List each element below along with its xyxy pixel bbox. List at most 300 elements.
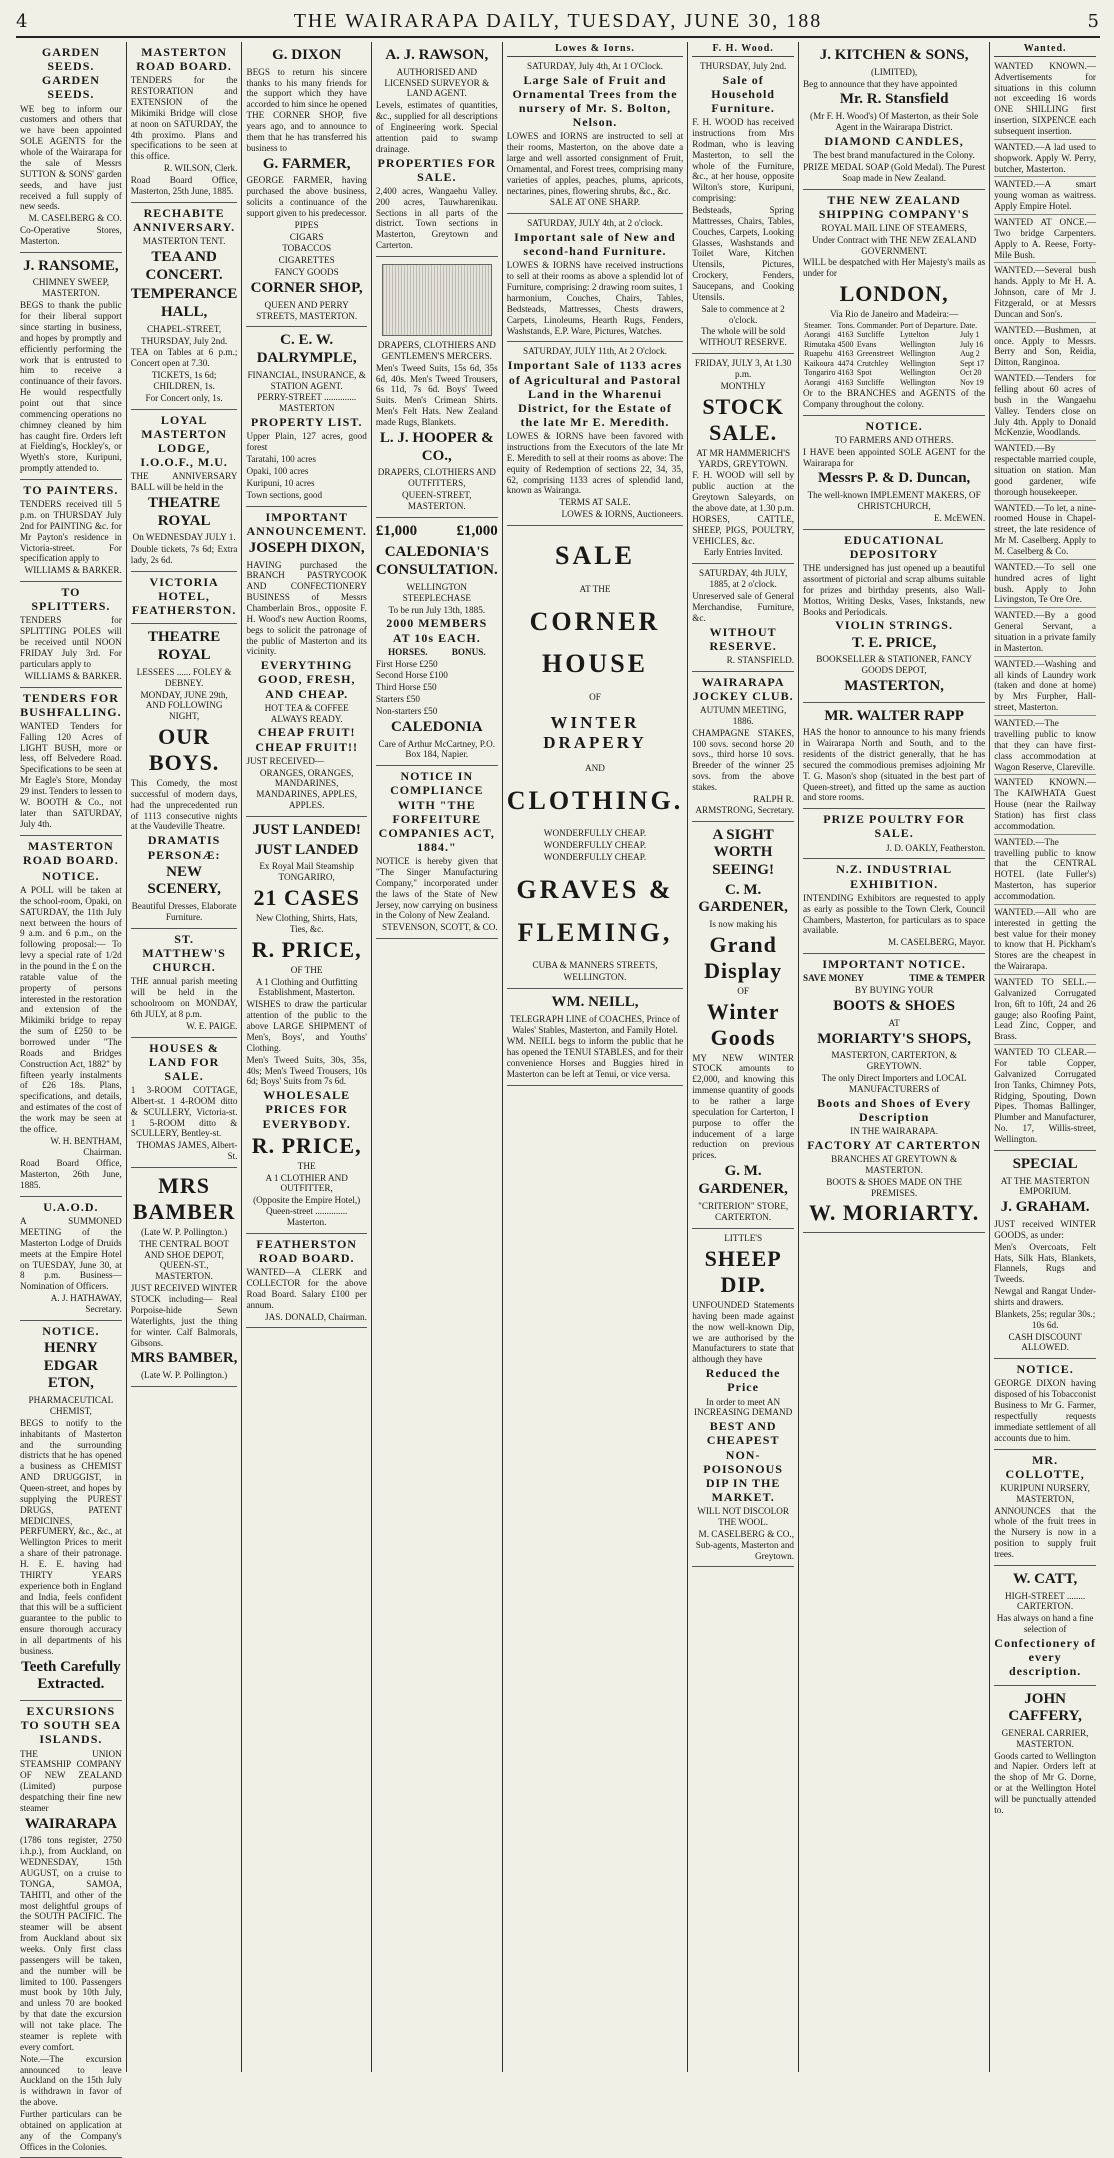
ad-heading: GARDEN SEEDS. GARDEN SEEDS.: [41, 45, 100, 102]
region: IN THE WAIRARAPA.: [850, 1125, 939, 1136]
ad-signature: THOMAS JAMES, Albert-St.: [136, 1140, 238, 1162]
importers: The only Direct Importers and LOCAL MANUFACTURERS of: [821, 1072, 967, 1094]
table-cell: Sutcliffe: [856, 330, 885, 340]
address: CUBA & MANNERS STREETS,: [532, 960, 658, 971]
lessees: LESSEES ...... FOLEY & DEBNEY.: [136, 666, 232, 688]
ad-note: Note.—The excursion announced to leave Auckland on the 15th July is withdrawn in favor of the above.: [20, 2053, 122, 2108]
property-row: Upper Plain, 127 acres, good forest: [246, 431, 367, 453]
ad-subheading: HIGH-STREET ........ CARTERTON.: [1005, 1590, 1086, 1612]
agent-sub: (Mr F. H. Wood's) Of Masterton, as their Sole Agent in the Wairarapa District.: [810, 111, 979, 132]
wanted-item: WANTED.—To sell one hundred acres of light bush. Apply to John Livingston, Te Ore Ore.: [994, 561, 1096, 605]
prize-row: Starters £50: [375, 694, 421, 705]
ad-heading: Important Sale of 1133 acres of Agricultural and Pastoral Land in the Wharenui District, for the Estate of the late Mr E. Meredith.: [507, 358, 683, 429]
wanted-item: WANTED.—All who are interested in getting the best value for their money to know that H. Pickham's Stores are the cheapest in the Wairarapa.: [994, 906, 1096, 972]
sailing-table: [803, 321, 985, 387]
table-cell: July 16: [960, 339, 984, 349]
ad-heading: LOYAL MASTERTON LODGE, I.O.O.F., M.U.: [140, 412, 228, 470]
ad-tagline: Teeth Carefully Extracted.: [21, 1658, 121, 1693]
table-cell: Lyttelton: [900, 330, 929, 340]
table-cell: Sutcliffe: [856, 377, 885, 387]
table-cell: Ruapehu: [804, 349, 833, 359]
ad-subheading: MASTERTON TENT.: [142, 236, 226, 247]
ad-signature: WILLIAMS & BARKER.: [24, 670, 122, 681]
caffery-ad: [994, 1686, 1096, 1821]
company-name: Messrs P. & D. Duncan,: [817, 470, 971, 487]
farmer-body: GEORGE FARMER, having purchased the above business, solicits a continuance of the support given to his predecessor.: [246, 175, 367, 218]
road-board-ad: [20, 836, 122, 1198]
property-list-heading: PROPERTY LIST.: [250, 415, 363, 430]
of-word: OF: [589, 691, 601, 702]
ad-body: Beg to announce that they have appointed: [803, 78, 958, 89]
play-title: OUR BOYS.: [148, 724, 220, 776]
tagline-sub: HOT TEA & COFFEE ALWAYS READY.: [264, 702, 349, 724]
ad-body: TENDERS for SPLITTING POLES will be received until NOON FRIDAY July 3rd. For particulars apply to: [20, 615, 122, 669]
divider: [994, 176, 1096, 177]
advertiser-the: THE: [297, 1160, 316, 1171]
lowes-furniture-ad: [507, 214, 684, 342]
ad-address: PERRY-STREET .............. MASTERTON: [257, 392, 357, 414]
ad-heading: Large Sale of Fruit and Ornamental Trees from the nursery of Mr. S. Bolton, Nelson.: [512, 72, 678, 130]
ransome-ad: [20, 253, 122, 480]
violin: VIOLIN STRINGS.: [835, 618, 953, 633]
wanted-item: WANTED.—The travelling public to know that the CENTRAL HOTEL (late Fuller's) Masterton, has superior accommodation.: [994, 836, 1096, 901]
ad-body: Levels, estimates of quantities, &c., supplied for all descriptions of Engineering work. Special attention paid to swamp drainage.: [375, 100, 498, 154]
sale-date: SATURDAY, 4th JULY, 1885, at 2 o'clock.: [699, 568, 788, 590]
ad-signature: R. STANSFIELD.: [726, 654, 795, 665]
ad-heading: THEATRE ROYAL: [147, 629, 221, 664]
ad-subheading: AUTHORISED AND LICENSED SURVEYOR & LAND AGENT.: [384, 66, 490, 99]
save-row: [803, 973, 985, 984]
prize-pound-2: £1,000: [456, 522, 498, 539]
sale-word: SALE: [555, 541, 635, 570]
ad-body: HAVING purchased the BRANCH PASTRYCOOK AND CONFECTIONERY BUSINESS of Messrs Chamberlain Bros., opposite F. H. Wood's new Auction Rooms, begs to solicit the patronage of the public of Masterton and its vicinity.: [246, 559, 367, 657]
educational-depository-ad: [803, 530, 985, 703]
ad-subheading: TELEGRAPH LINE of COACHES, Prince of Wales' Stables, Masterton, and Family Hotel.: [510, 1013, 680, 1035]
reserve: The whole will be sold WITHOUT RESERVE.: [699, 326, 787, 348]
table-cell: Wellington: [900, 377, 936, 387]
scenery-sub: Beautiful Dresses, Elaborate Furniture.: [131, 901, 237, 922]
venue-street: CHAPEL-STREET,: [147, 323, 222, 334]
bushfalling-ad: [20, 688, 122, 836]
table-cell: Wellington: [900, 349, 936, 359]
towns: MASTERTON, CARTERTON, & GREYTOWN.: [831, 1050, 957, 1072]
ad-heading: FEATHERSTON ROAD BOARD.: [256, 1236, 357, 1265]
received: JUST RECEIVED—: [246, 755, 325, 766]
table-cell: 4163: [837, 377, 854, 387]
table-row: [803, 330, 985, 339]
and-word: AND: [585, 762, 605, 773]
consult-sub: Care of Arthur McCartney, P.O. Box 184, Napier.: [378, 738, 496, 760]
table-cell: 4474: [837, 358, 854, 368]
table-cell: Tongariro: [804, 368, 836, 378]
ad-heading: Sale of Household Furniture.: [711, 72, 775, 115]
ad-footer: Further particulars can be obtained on application at any of the Company's Offices in the Colonies.: [20, 2108, 122, 2152]
table-cell: Sept 17: [960, 358, 985, 368]
tickets: TICKETS, 1s 6d; CHILDREN, 1s.: [151, 370, 217, 391]
ad-body: WANTED—A CLERK and COLLECTOR for the above Road Board. Salary £100 per annum.: [246, 1267, 367, 1310]
advertiser-name: J. GRAHAM.: [1000, 1199, 1090, 1216]
ad-signature: RALPH R. ARMSTRONG, Secretary.: [695, 793, 795, 815]
ad-body: This Comedy, the most successful of modern days, had the unprecedented run of 1113 consecutive nights at the Vaudeville Theatre.: [130, 778, 238, 832]
prize-row: Third Horse £50: [375, 682, 437, 693]
ad-body: UNFOUNDED Statements having been made against the now well-known Dip, we are authorised by the Manufacturers to state that although they have: [692, 1300, 795, 1365]
column-5: [503, 42, 689, 2072]
table-cell: 4163: [837, 368, 854, 378]
reduced: Reduced the Price: [705, 1366, 781, 1395]
grand-display: Grand Display: [704, 931, 783, 983]
corner-word: CORNER: [529, 606, 661, 636]
ad-signature: J. D. OAKLY, Featherston.: [886, 842, 986, 853]
dixon-notice-ad: [994, 1359, 1096, 1449]
ad-body: BEGS to return his sincere thanks to his many friends for the support which they have accorded to him since he opened THE CORNER SHOP, five years ago, and to announce to them that he has transferred his business to: [246, 66, 367, 153]
ad-footer: Co-Operative Stores, Masterton.: [20, 225, 122, 246]
column-3: [242, 42, 371, 2072]
dixon-ad: [246, 42, 366, 327]
ad-heading: IMPORTANT NOTICE.: [822, 957, 966, 972]
rechabite-ad: [131, 203, 238, 410]
ad-heading: MR. COLLOTTE,: [1005, 1452, 1085, 1481]
table-cell: Aorangi: [804, 377, 831, 387]
ad-body: BEGS to thank the public for their liberal support since starting in business, and hopes by promptly and efficiently performing the work that is entrusted to him to receive a continuance of their favors. He would respectfully point out that since commencing operations no chimney cleaned by him has caught fire. Orders left at Fielding's, Hockley's, or Wyeth's store, Kuripuni, promptly attended to.: [20, 300, 122, 474]
ad-heading: SHEEP DIP.: [704, 1246, 782, 1298]
table-row: [803, 378, 985, 387]
neill-coaches-ad: [507, 989, 684, 1086]
ad-body: Men's Tweed Suits, 15s 6d, 35s 6d, 40s. Men's Tweed Trousers, 6s 11d, 7s 6d. Boys' Tweed Suits. Men's Crimean Shirts. Men's Felt Hats. New Zealand made Rugs, Blankets.: [375, 362, 498, 428]
ad-body: THE annual parish meeting will be held in the schoolroom on MONDAY, 6th JULY, at 8 p.m.: [130, 976, 238, 1019]
ad-body: F. H. WOOD will sell by public auction at the Greytown Saleyards, on the above date, at 1.30 p.m. HORSES, CATTLE, SHEEP, PIGS, POULTRY, VEHICLES, &c.: [692, 470, 795, 546]
ad-subheading: (LIMITED),: [871, 66, 918, 77]
house-word: HOUSE: [541, 649, 648, 679]
column-label: F. H. Wood.: [692, 42, 794, 57]
price-line: Blankets, 25s; regular 30s.; 10s 6d.: [994, 1308, 1096, 1330]
wanted-item: WANTED.—To let, a nine-roomed House in Chapel-street, the late residence of Mr M. Caselberg. Apply to M. Caselberg & Co.: [994, 502, 1096, 557]
fruit-heading: CHEAP FRUIT! CHEAP FRUIT!!: [255, 725, 358, 754]
prize-row: First Horse £250: [375, 658, 438, 669]
table-cell: 4163: [837, 330, 854, 340]
winter-goods: Winter Goods: [706, 998, 780, 1050]
advertiser-sub: A 1 CLOTHIER AND OUTFITTER,: [265, 1172, 348, 1194]
ad-heading: JUST LANDED!: [252, 822, 361, 839]
store-town: CARTERTON.: [715, 1212, 772, 1223]
company-sub: The well-known IMPLEMENT MAKERS, OF CHRISTCHURCH,: [807, 490, 981, 512]
rapp-ad: [803, 703, 985, 810]
wanted-item: WANTED.—The travelling public to know that they can have first-class accommodation at Wagon Reserve, Clareville.: [994, 718, 1096, 772]
sale-date: SATURDAY, July 4th, At 1 O'Clock.: [527, 60, 663, 71]
ad-heading: A SIGHT WORTH SEEING!: [712, 826, 774, 878]
page-number-right: 5: [1087, 11, 1100, 32]
ad-heading: Important sale of New and second-hand Furniture.: [514, 230, 676, 259]
goods-item: PIPES: [294, 219, 319, 230]
ad-heading: STOCK SALE.: [702, 393, 784, 445]
fleming-word: FLEMING,: [517, 917, 673, 947]
ad-heading: VICTORIA HOTEL, FEATHERSTON.: [131, 575, 237, 618]
ad-heading: MR. WALTER RAPP: [824, 707, 964, 724]
ad-heading: ST. MATTHEW'S CHURCH.: [142, 931, 226, 975]
garden-seeds-ad: [20, 42, 122, 253]
table-header: Steamer.: [804, 320, 832, 330]
wanted-item: WANTED TO SELL.—Galvanized Corrugated Iron, 6ft to 10ft, 24 and 26 gauge; also Roofing Paint, Lead Zinc, Copper, and Brass.: [994, 976, 1096, 1042]
collotte-ad: [994, 1450, 1096, 1566]
lowes-land-ad: [507, 342, 684, 526]
ad-body: BEGS to notify to the inhabitants of Masterton and the surrounding districts that he has opened a business as CHEMIST AND DRUGGIST, in Queen-street, and hopes by supplying the PUREST DRUGS, PATENT MEDICINES, PERFUMERY, &c., &c., at Wellington Prices to merit a share of their patronage. H. E. E. having had THIRTY YEARS experience both in England and India, feels confident that this will be a sufficient guarantee to the public to ensure thorough accuracy in all departments of his business.: [20, 1417, 122, 1656]
wanted-item: WANTED.—A smart young woman as waitress. Apply Empire Hotel.: [994, 179, 1096, 212]
goods-item: FANCY GOODS: [274, 267, 339, 278]
advertiser-addr: QUEEN-STREET, MASTERTON.: [402, 490, 472, 511]
table-cell: 4163: [837, 349, 854, 359]
ad-notice: NOTICE.: [42, 1323, 100, 1338]
ad-signature: W. E. PAIGE.: [186, 1020, 238, 1031]
ad-body: GEORGE DIXON having disposed of his Tobacconist Business to Mr G. Farmer, respectfully requests immediate settlement of all accounts due to him.: [994, 1378, 1096, 1443]
wanted-ads: [994, 57, 1096, 1151]
wanted-item: WANTED TO CLEAR.—For table Copper, Galvanized Corrugated Iron Tanks, Chimney Pots, Ridging, Spouting, Down Pipes. Thomas Ballinger, Plumber and Manufacturer, No. 17, Willis-street, Wellington.: [994, 1047, 1096, 1144]
table-cell: Aug 2: [960, 349, 980, 359]
wanted-item: WANTED KNOWN.—The KAIWHATA Guest House (near the Railway Station) has first class accommodation.: [994, 777, 1096, 831]
table-row: [803, 340, 985, 349]
of-word: OF: [737, 985, 749, 996]
catt-ad: [994, 1566, 1096, 1686]
agent-name: Mr. R. Stansfield: [839, 91, 949, 108]
store-name: "CRITERION" STORE,: [698, 1200, 789, 1211]
newspaper-title: THE WAIRARAPA DAILY, TUESDAY, JUNE 30, 188: [293, 10, 823, 32]
entries: Early Entries Invited.: [703, 547, 783, 558]
properties-body: 2,400 acres, Wangaehu Valley. 200 acres, Tauwharenikau. Sections in all parts of the district. Town sections in Masterton, Greytown and Carterton.: [375, 185, 498, 251]
properties-heading: PROPERTIES FOR SALE.: [377, 155, 497, 184]
singer-notice-ad: [376, 766, 498, 939]
ad-subheading: DRAPERS, CLOTHIERS AND GENTLEMEN'S MERCERS.: [377, 340, 496, 361]
wool: WILL NOT DISCOLOR THE WOOL.: [697, 1506, 790, 1528]
wonder-line: WONDERFULLY CHEAP.: [543, 840, 647, 851]
advertiser-name: JOSEPH DIXON,: [248, 539, 365, 556]
table-row: [803, 359, 985, 368]
victoria-hotel-ad: [131, 572, 238, 624]
ad-signature: JAS. DONALD, Chairman.: [265, 1311, 367, 1322]
ad-heading: J. KITCHEN & SONS,: [819, 47, 969, 63]
divider: [994, 262, 1096, 263]
church-ad: [131, 929, 238, 1038]
ad-heading: MRS BAMBER: [132, 1173, 236, 1224]
ad-signature: STEVENSON, SCOTT, & CO.: [382, 922, 498, 933]
exhibition-ad: [803, 859, 985, 954]
ad-heading: W. CATT,: [1012, 1570, 1078, 1587]
lowes-trees-ad: [507, 57, 684, 215]
ad-date: Road Board Office, Masterton, 26th June, 1885.: [20, 1158, 122, 1191]
engraving-image: [382, 264, 492, 336]
merchandise-sale-ad: [692, 564, 794, 671]
table-row: [803, 368, 985, 377]
ball-tickets: Double tickets, 7s 6d; Extra lady, 2s 6d.: [130, 544, 238, 566]
ad-signature-sub: (Late W. P. Pollington.): [140, 1370, 228, 1381]
ad-body-more: (1786 tons register, 2750 i.h.p.), from Auckland, on WEDNESDAY, 15th AUGUST, on a cruise to TONGA, SAMOA, TAHITI, and other of the most delightful groups of the SOUTH PACIFIC. The steamer will be absent from Auckland about six weeks. Only first class passengers will be taken, and the number will be limited to 100. Passengers must book by 10th July, and unless 70 are booked by that date the excursion will not take place. The steamer is replete with every comfort.: [20, 1835, 122, 2052]
prize-row: Non-starters £50: [375, 705, 438, 716]
pound-row: [376, 521, 498, 543]
event-date: THURSDAY, July 2nd.: [140, 335, 228, 346]
ad-body: THE UNION STEAMSHIP COMPANY OF NEW ZEALAND (Limited) purpose despatching their fine new steamer: [20, 1748, 122, 1813]
table-cell: Nov 19: [960, 377, 984, 387]
advertiser-name: C. M. GARDENER,: [698, 881, 788, 916]
store-name: THE CENTRAL BOOT AND SHOE DEPOT, QUEEN-ST., MASTERTON.: [139, 1238, 229, 1282]
event-date: On WEDNESDAY JULY 1.: [132, 532, 236, 543]
sale-date: SATURDAY, JULY 4th, at 2 o'clock.: [527, 218, 663, 229]
wholesale: WHOLESALE PRICES FOR EVERYBODY.: [262, 1088, 351, 1131]
ad-heading: RECHABITE ANNIVERSARY.: [133, 205, 236, 234]
advertiser-addr: (Opposite the Empire Hotel,) Queen-street .............. Masterton.: [253, 1195, 361, 1227]
buying: BY BUYING YOUR: [854, 985, 934, 996]
table-header: Commander.: [856, 320, 899, 330]
venue-title: TEMPERANCE HALL,: [130, 286, 238, 320]
ad-heading: HENRY EDGAR ETON,: [43, 1340, 98, 1392]
save-money: SAVE MONEY: [803, 973, 864, 984]
wanted-item: WANTED.—By a good General Servant, a situation in a private family in Masterton.: [994, 610, 1096, 653]
consult-name: CALEDONIA: [390, 718, 483, 735]
ad-body: WANTED Tenders for Falling 120 Acres of LIGHT BUSH, more or less, off Belvedere Road. Specifications to be seen at Mr Eagle's Store, Monday 29 inst. Tenders to lessen to W. BOOTH & Co., not later than SATURDAY, July 4th.: [20, 720, 122, 829]
table-cell: Crutchley: [856, 358, 889, 368]
ad-signature: A. J. HATHAWAY, Secretary.: [50, 1293, 122, 1315]
divider: [994, 500, 1096, 501]
cases-contents: New Clothing, Shirts, Hats, Ties, &c.: [255, 913, 358, 934]
ad-signature: M. CASELBERG & CO.: [28, 213, 122, 224]
boots-heading: BOOTS & SHOES: [833, 997, 955, 1014]
ad-heading: NOTICE IN COMPLIANCE WITH "THE FORFEITURE COMPANIES ACT, 1884.": [378, 769, 495, 855]
theatre-ad: [131, 624, 238, 928]
column-6: [688, 42, 799, 2072]
ad-signature: WILLIAMS & BARKER.: [24, 565, 122, 576]
ad-signature: M. CASELBERG & CO., Sub-agents, Masterton and Greytown.: [695, 1528, 795, 1561]
property-row: Town sections, good: [246, 489, 323, 500]
ad-body: A POLL will be taken at the school-room, Opaki, on SATURDAY, the 11th July next between the hours of 9 a.m. and 6 p.m., on the following proposal:— To levy a special rate of 1/2d in the pound in the £ on the ratable value of the property of persons interested in the restoration and extension of the Mikimiki bridge to repay the sum of £250 to be borrowed under "The Roads and Bridges Construction Act, 1882" by fifteen yearly instalments of £26 18s. Plans, specifications, and details, and estimates of the cost of the work may be seen at the office.: [20, 884, 122, 1134]
ad-body: TENDERS received till 5 p.m. on THURSDAY July 2nd for PAINTING &c. for Mr Payton's residence in Victoria-street. For specification apply to: [20, 499, 122, 564]
prize-row: Second Horse £100: [375, 670, 448, 681]
table-cell: Wellington: [900, 339, 936, 349]
ad-subheading: CHIMNEY SWEEP, MASTERTON.: [32, 277, 109, 299]
wanted-item: WANTED KNOWN.—Advertisements for situations in this column not exceeding 16 words ONE SHILLING first insertion, SIXPENCE each subsequent insertion.: [994, 60, 1096, 136]
shop-name: MORIARTY'S SHOPS,: [817, 1030, 971, 1047]
ad-body: WISHES to draw the particular attention of the public to the above LARGE SHIPMENT of Men's, Boys', and Youths' Clothing.: [246, 999, 367, 1053]
table-cell: Spot: [856, 368, 872, 378]
ad-body: F. H. WOOD has received instructions from Mrs Rodman, who is leaving Masterton, to sell the whole of the Furniture, &c., at her house, opposite Wilton's store, Kuripuni, comprising:: [692, 117, 795, 204]
emporium: AT THE MASTERTON EMPORIUM.: [1000, 1175, 1090, 1197]
table-cell: Wellington: [900, 368, 936, 378]
horses-header: HORSES.: [387, 646, 428, 657]
destination: LONDON,: [839, 281, 949, 307]
divider: [994, 607, 1096, 608]
ad-signature: E. McEWEN.: [933, 512, 986, 523]
ad-body: WM. NEILL begs to inform the public that he has opened the TENUI STABLES, and for their convenience Horses and Buggies hired in Masterton can be left at Tenui, or vice versa.: [506, 1036, 684, 1079]
soap: PRIZE MEDAL SOAP (Gold Medal). The Purest Soap made in New Zealand.: [803, 161, 986, 183]
clothing-word: CLOTHING.: [506, 785, 684, 815]
sale-time: Sale to commence at 2 o'clock.: [701, 303, 785, 325]
featherston-board-ad: [246, 1234, 366, 1329]
cases-count: 21 CASES: [253, 885, 360, 911]
now-making: Is now making his: [709, 919, 777, 930]
candles-sub: The best brand manufactured in the Colony.: [813, 149, 975, 160]
ad-heading: A. J. RAWSON,: [385, 47, 489, 63]
venue-title: THEATRE ROYAL: [147, 495, 221, 529]
ad-subheading: GENERAL CARRIER, MASTERTON.: [1001, 1727, 1089, 1749]
bonus-header: BONUS.: [451, 646, 486, 657]
ad-body: I HAVE been appointed SOLE AGENT for the Wairarapa for: [803, 446, 986, 468]
duncan-ad: [803, 416, 985, 530]
poultry-ad: [803, 809, 985, 859]
ad-subheading: KURIPUNI NURSERY, MASTERTON,: [1000, 1482, 1090, 1504]
bamber-ad: [131, 1168, 238, 1387]
ad-body: LOWES & IORNS have received instructions to sell at their rooms as above a splendid lot of Furniture, comprising: 2 drawing room suites, 1 harmonium, Couches, Chairs, Tables, Bedsteads, Mattresses, Chests drawers, Carpets, Linoleums, Hearth Rugs, Fenders, Washstands, E.P. Ware, Pictures, Watches.: [506, 260, 684, 336]
candles: DIAMOND CANDLES,: [824, 133, 964, 148]
route: Via Rio de Janeiro and Madeira:—: [829, 309, 959, 320]
scenery-heading: NEW SCENERY,: [147, 863, 221, 898]
advertiser-town: MASTERTON,: [844, 677, 944, 694]
column-label: Wanted.: [994, 42, 1096, 57]
ad-heading: TENDERS FOR BUSHFALLING.: [20, 690, 122, 719]
goods-list: Men's Overcoats, Felt Hats, Silk Hats, Blankets, Flannels, Rugs and Tweeds.: [994, 1241, 1096, 1285]
shipping-ad: [803, 190, 985, 416]
column-1: [16, 42, 127, 2152]
divider: [994, 322, 1096, 323]
ad-body: NOTICE is hereby given that "The Singer Manufacturing Company," incorporated under the laws of the State of New Jersey, now carrying on business in the Colony of New Zealand.: [375, 856, 498, 921]
table-cell: Evans: [856, 339, 877, 349]
hooper-ad: [376, 257, 498, 518]
ad-heading: THE NEW ZEALAND SHIPPING COMPANY'S: [818, 192, 970, 221]
ad-heading: EXCURSIONS TO SOUTH SEA ISLANDS.: [20, 1704, 122, 1747]
tea-concert-title: TEA AND CONCERT.: [145, 248, 223, 283]
divider: [994, 904, 1096, 905]
column-7: [799, 42, 990, 2072]
selection: Has always on hand a fine selection of: [996, 1613, 1094, 1635]
property-row: Kuripuni, 10 acres: [246, 477, 315, 488]
price-list: Men's Tweed Suits, 30s, 35s, 40s; Men's Tweed Trousers, 10s 6d; Boys' Suits from 7s 6d.: [246, 1054, 367, 1087]
table-cell: Kaikoura: [804, 358, 834, 368]
table-cell: Oct 20: [960, 368, 982, 378]
wanted-item: WANTED AT ONCE.—Two bridge Carpenters. Apply to A. Reese, Forty-Mile Bush.: [994, 216, 1096, 260]
advertiser-name: L. J. HOOPER & CO.,: [379, 429, 494, 464]
notice: NOTICE.: [865, 418, 923, 433]
mail-line: ROYAL MAIL LINE OF STEAMERS,: [821, 222, 967, 233]
advertiser-name: T. E. PRICE,: [851, 634, 937, 651]
race-date: To be run July 13th, 1885.: [388, 604, 486, 615]
table-header: Port of Departure.: [900, 320, 958, 330]
prize-table-head: [376, 647, 498, 658]
ad-body: HAS the honor to announce to his many friends in Wairarapa North and South, and to the residents of the district generally, that he has secured the commodious premises adjoining Mr T. G. Mason's shop (situated in the best part of Queen-street), and fitted up the same as auction and store rooms.: [803, 727, 986, 803]
ad-body: TEA on Tables at 6 p.m.; Concert open at 7.30.: [130, 347, 238, 369]
table-cell: July 1: [960, 330, 980, 340]
ad-signature: R. WILSON, Clerk.: [163, 163, 238, 174]
ad-heading: G. DIXON: [272, 47, 342, 63]
ad-body: LOWES and IORNS are instructed to sell at their rooms, Masterton, on the above date a large and well assorted consignment of Fruit, Ornamental, and Forest trees, comprising many varieties of apples, peaches, plums, apricots, nectarines, pines, flowering shrubs, &c., &c.: [506, 131, 684, 196]
at-the: AT THE: [579, 583, 611, 594]
ad-body: THE undersigned has just opened up a beautiful assortment of pictorial and scrap albums suitable for prizes and birthday presents, also Wall-Mottos, Writing Desks, Vases, Inkstands, new Books and Periodicals.: [803, 563, 986, 617]
column-4: [372, 42, 503, 2072]
ad-body: ANNOUNCES that the whole of the fruit trees in the Nursery is now in a position to supply fruit trees.: [994, 1505, 1096, 1560]
jockey-club-ad: [692, 672, 794, 822]
masthead: [16, 10, 1100, 38]
ad-heading: IMPORTANT ANNOUNCEMENT.: [246, 509, 367, 538]
ad-heading: U.A.O.D.: [43, 1200, 99, 1215]
wanted-item: WANTED.—Washing and all kinds of Laundry work (taken and done at home) by Mrs Furpher, Hall-street, Masterton.: [994, 658, 1096, 713]
members: 2000 MEMBERS AT 10s EACH.: [386, 616, 488, 645]
yards: AT MR HAMMERICH'S YARDS, GREYTOWN.: [696, 447, 791, 469]
price-landed-ad: [246, 817, 366, 1234]
ad-heading: N.Z. INDUSTRIAL EXHIBITION.: [836, 862, 953, 891]
gardener-display-ad: [692, 822, 794, 1230]
joseph-dixon-ad: [246, 507, 366, 818]
ad-body: INTENDING Exhibitors are requested to apply as early as possible to the Town Clerk, Council Chambers, Masterton, for particulars as to space available.: [803, 892, 986, 936]
fruit-list: ORANGES, ORANGES, MANDARINES, MANDARINES, APPLES, APPLES.: [256, 767, 358, 811]
ad-signature: LOWES & IORNS, Auctioneers.: [561, 509, 684, 520]
ad-body: THE ANNIVERSARY BALL will be held in the: [130, 471, 238, 493]
rawson-ad: [376, 42, 498, 257]
ad-body: Goods carted to Wellington and Napier. Orders left at the shop of Mr G. Dorne, or at the Wellington Hotel will be punctually attended to.: [994, 1750, 1096, 1815]
ad-signature: M. CASELBERG, Mayor.: [887, 937, 986, 948]
sale-date: SATURDAY, JULY 11th, At 2 O'clock.: [522, 346, 667, 357]
